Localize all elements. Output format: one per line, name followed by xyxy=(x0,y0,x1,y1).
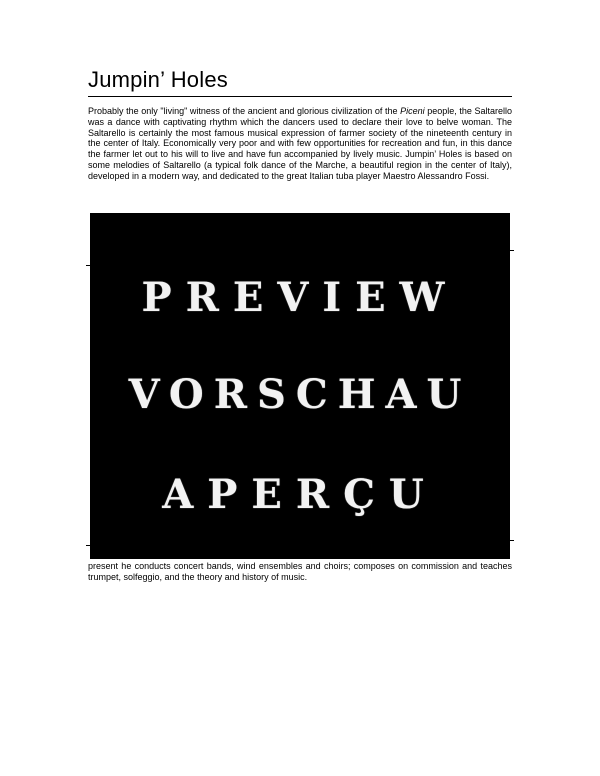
edge-mark xyxy=(510,540,514,541)
intro-text-start: Probably the only "living" witness of the ancient and glorious civilization of the xyxy=(88,106,401,116)
preview-watermark-overlay xyxy=(90,213,510,559)
edge-mark xyxy=(86,545,90,546)
edge-mark xyxy=(510,250,514,251)
page-title: Jumpin’ Holes xyxy=(88,67,228,92)
preview-label-german: VORSCHAU xyxy=(128,371,472,418)
intro-text-italic: Piceni xyxy=(400,106,425,116)
intro-text-end: people, the Saltarello was a dance with captivating rhythm which the dancers used to declare their love to belve woman. The Saltarello is certainly the most famous musical expression of farmer society of the nineteenth century in the center of Italy. Economically very poor and with few opportunities for recreation and fun, in this dance the farmer let out to his will to live and have fun accompanied by lively music. Jumpin’ Holes is based on some melodies of Saltarello (a typical folk dance of the Marche, a beautiful region in the center of Italy), developed in a modern way, and dedicated to the great Italian tuba player Maestro Alessandro Fossi. xyxy=(88,106,513,181)
preview-label-french: APERÇU xyxy=(162,471,438,518)
edge-mark xyxy=(86,265,90,266)
intro-paragraph xyxy=(88,106,512,182)
bio-paragraph: present he conducts concert bands, wind ensembles and choirs; composes on commission and teaches trumpet, solfeggio, and the theory and history of music. xyxy=(88,561,512,582)
preview-label-english: PREVIEW xyxy=(141,274,459,321)
title-underline xyxy=(88,96,512,97)
